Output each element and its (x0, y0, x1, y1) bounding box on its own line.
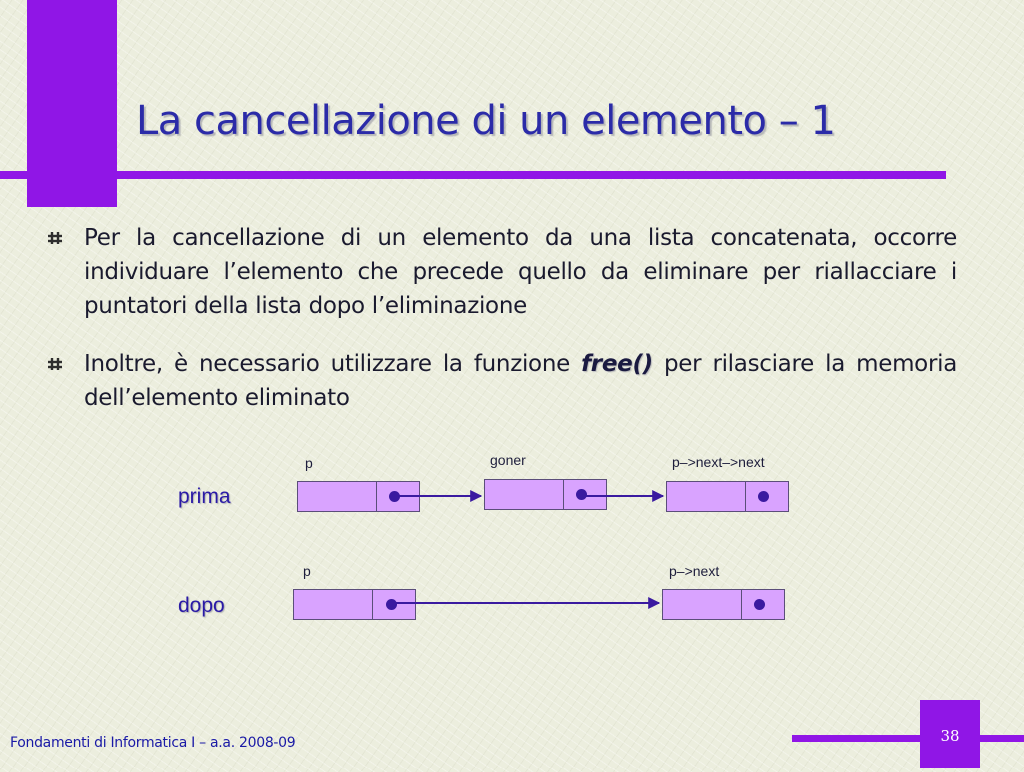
slide-title: La cancellazione di un elemento – 1 (136, 98, 836, 144)
bullet-text-1: Per la cancellazione di un elemento da una lista concatenata, occorre individuare l’elemento che precede quello da eliminare per riallacciare i puntatori della lista dopo l’eliminazione (84, 225, 957, 319)
pointer-label-next-next: p–>next–>next (672, 454, 765, 470)
pointer-label-p: p (303, 563, 311, 579)
list-node (293, 589, 416, 620)
node-data-field (298, 482, 377, 511)
node-data-field (485, 480, 564, 509)
pointer-dot (754, 599, 765, 610)
pointer-dot (386, 599, 397, 610)
node-data-field (663, 590, 742, 619)
footer-course: Fondamenti di Informatica I – a.a. 2008-09 (10, 735, 296, 751)
pointer-dot (389, 491, 400, 502)
free-function-emphasis: free() (581, 351, 653, 377)
hash-bullet-icon (46, 229, 64, 247)
list-node (297, 481, 420, 512)
node-data-field (667, 482, 746, 511)
pointer-dot (576, 489, 587, 500)
bullet-text-2-before: Inoltre, è necessario utilizzare la funzione (84, 351, 582, 377)
list-node-goner (484, 479, 607, 510)
footer-line (792, 735, 1024, 742)
list-node (666, 481, 789, 512)
pointer-label-next: p–>next (669, 563, 720, 579)
node-data-field (294, 590, 373, 619)
hash-bullet-icon (46, 355, 64, 373)
pointer-label-goner: goner (490, 452, 526, 468)
title-underline (0, 171, 946, 179)
list-node (662, 589, 785, 620)
row-label-dopo: dopo (178, 594, 225, 617)
pointer-label-p: p (305, 455, 313, 471)
bullet-text-2 (84, 347, 957, 415)
bullet-text-2-after: per rilasciare la memoria dell’elemento eliminato (84, 351, 957, 411)
pointer-dot (758, 491, 769, 502)
row-label-prima: prima (178, 485, 231, 508)
page-number: 38 (920, 700, 980, 768)
